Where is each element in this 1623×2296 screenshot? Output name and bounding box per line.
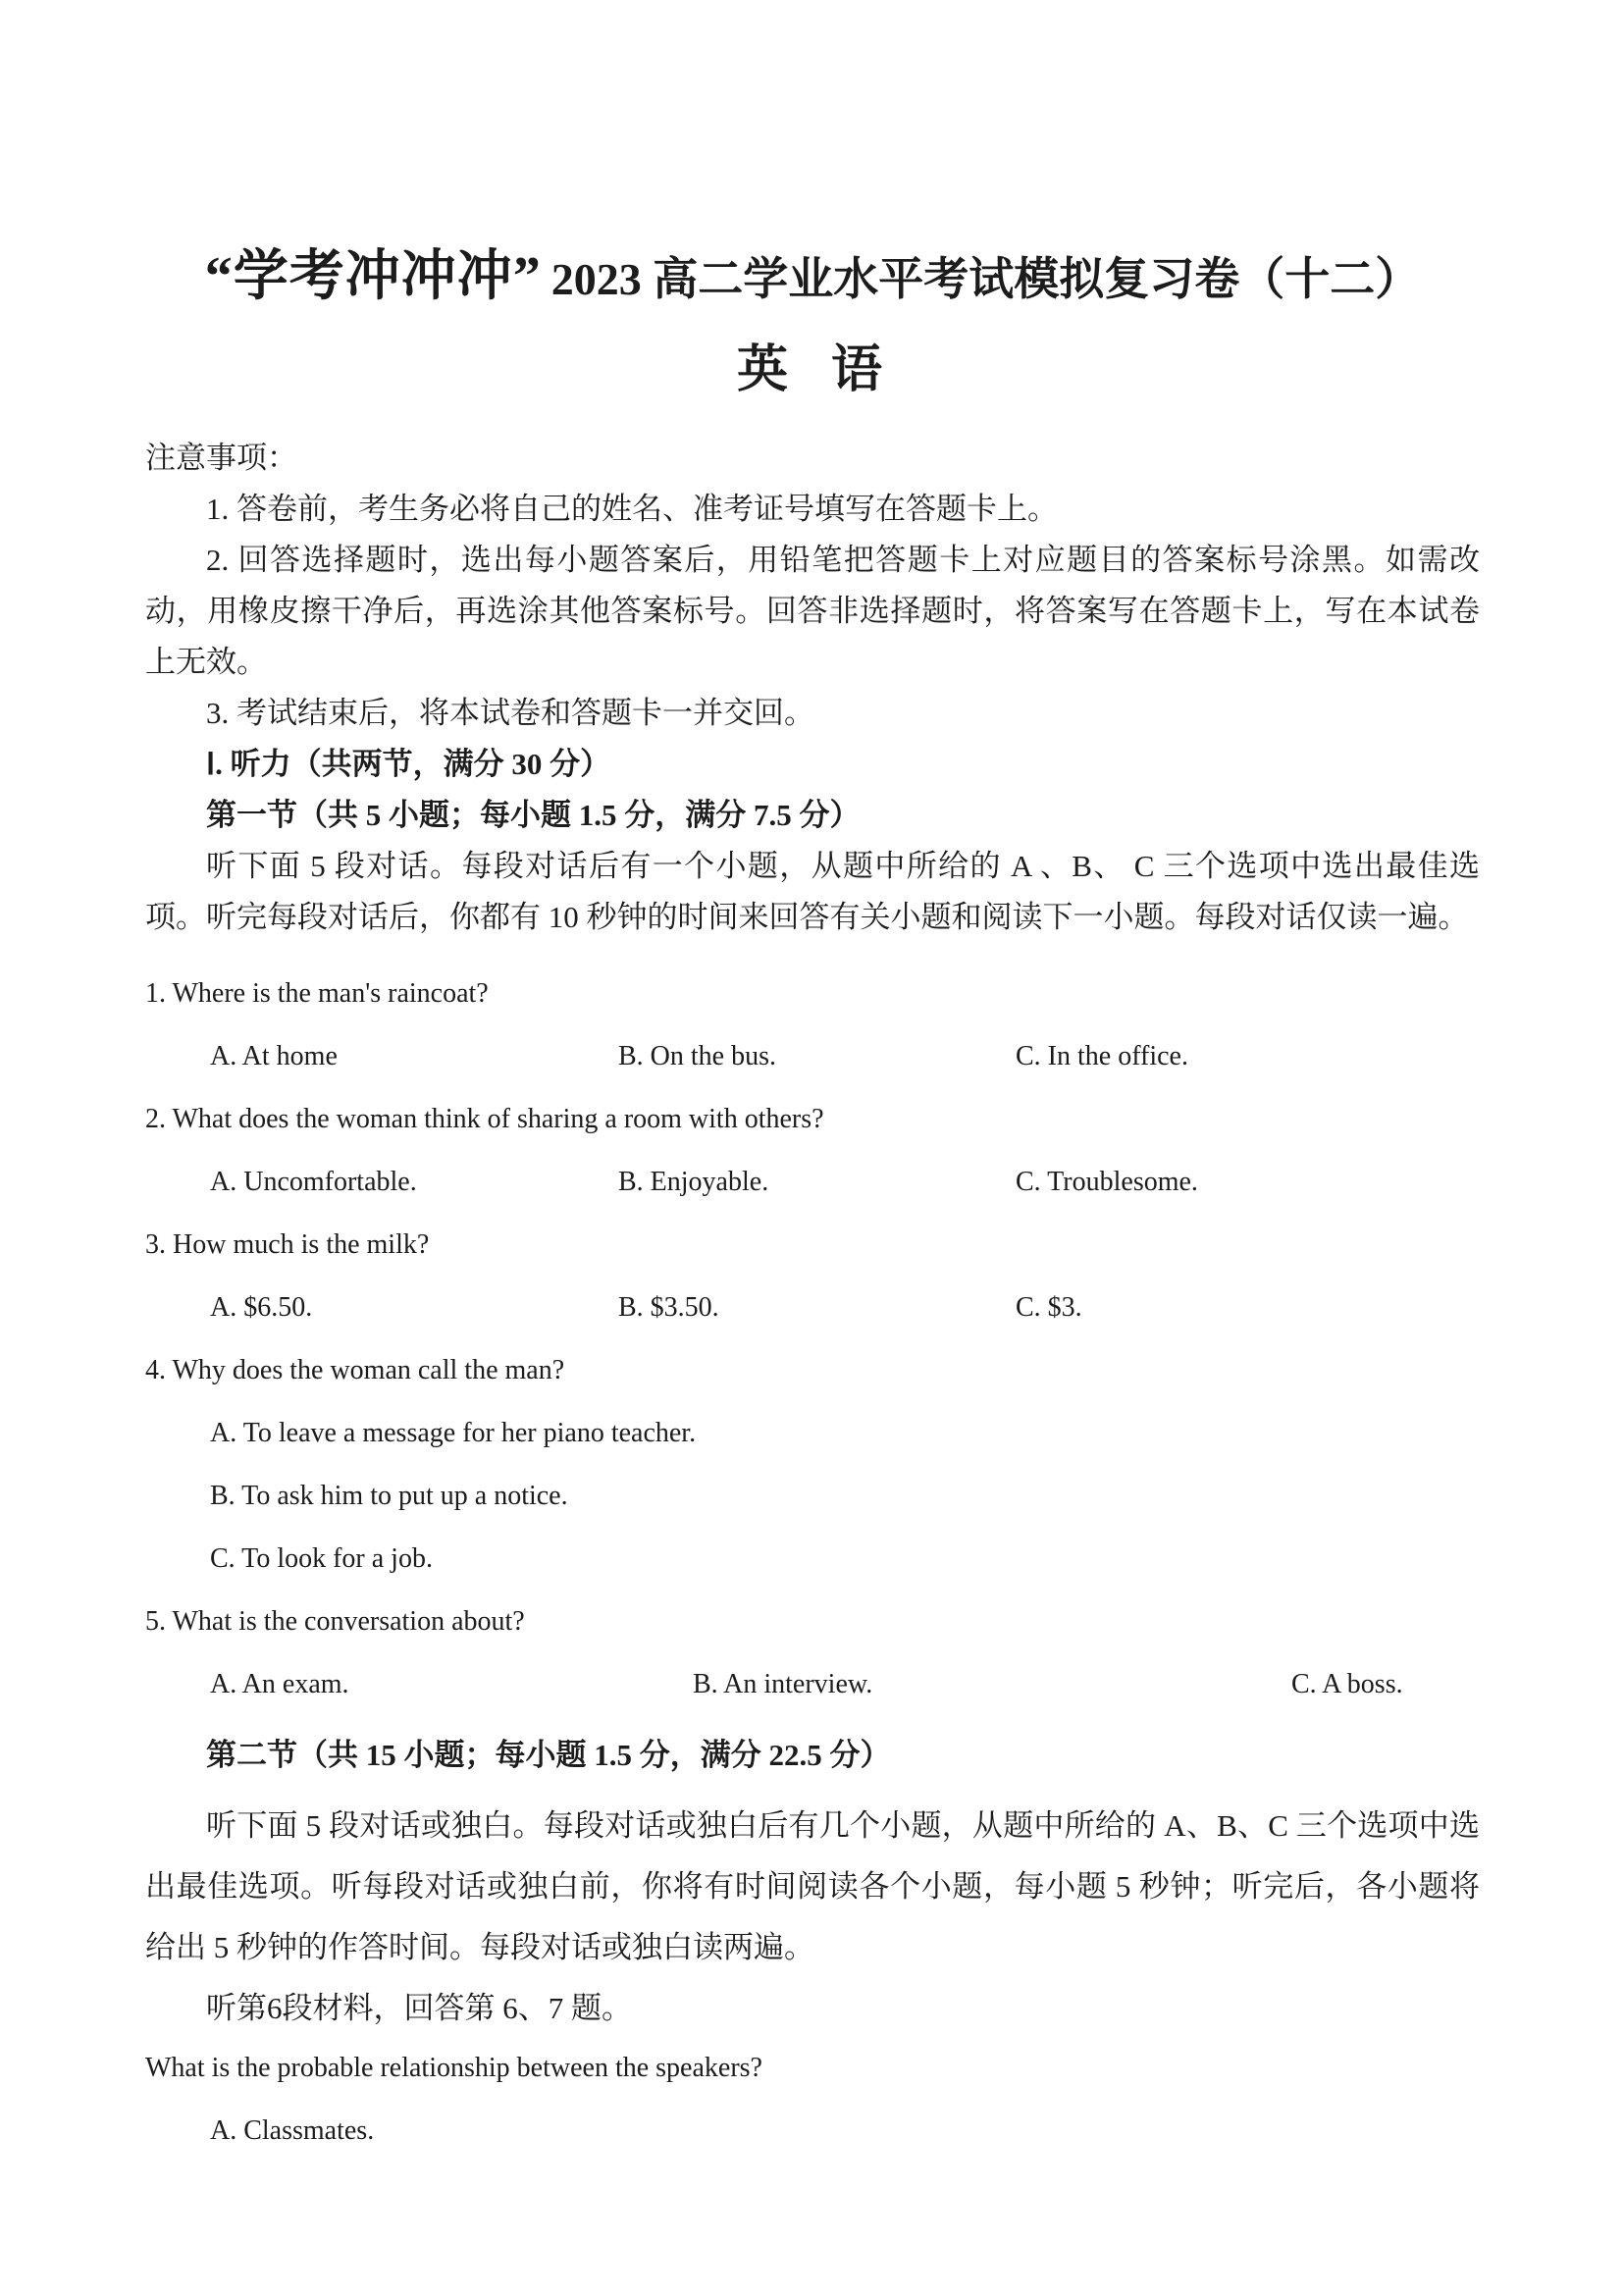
part1-instructions: 听下面 5 段对话。每段对话后有一个小题，从题中所给的 A 、B、 C 三个选项中选出最佳选项。听完每段对话后，你都有 10 秒钟的时间来回答有关小题和阅读下一小题。每段对话仅读一遍。 xyxy=(145,849,1480,934)
question-3-options xyxy=(145,1290,1480,1326)
question-4-option-a: A. To leave a message for her piano teacher. xyxy=(210,1418,697,1448)
question-3-option-c: C. $3. xyxy=(1016,1292,1082,1323)
question-1-option-c: C. In the office. xyxy=(1016,1041,1188,1071)
question-6-option-a: A. Classmates. xyxy=(210,2115,375,2146)
notices-label: 注意事项： xyxy=(145,441,297,475)
question-4-option-b: B. To ask him to put up a notice. xyxy=(210,1481,568,1511)
question-3-text: 3. How much is the milk? xyxy=(145,1229,430,1260)
question-5-option-c: C. A boss. xyxy=(1291,1669,1403,1699)
question-2-option-a: A. Uncomfortable. xyxy=(210,1167,417,1197)
question-6-text: What is the probable relationship between the speakers? xyxy=(145,2053,762,2083)
question-1-text: 1. Where is the man's raincoat? xyxy=(145,978,489,1009)
listening-section-heading: Ⅰ. 听力（共两节，满分 30 分） xyxy=(206,747,611,781)
question-2-options xyxy=(145,1165,1480,1200)
question-1-options xyxy=(145,1039,1480,1074)
question-4-text: 4. Why does the woman call the man? xyxy=(145,1355,565,1385)
exam-title-text: 2023 高二学业水平考试模拟复习卷（十二） xyxy=(550,254,1421,304)
question-2-option-c: C. Troublesome. xyxy=(1016,1167,1198,1197)
question-5-text: 5. What is the conversation about? xyxy=(145,1606,525,1637)
question-5-option-b: B. An interview. xyxy=(693,1669,873,1699)
notice-item-3: 3. 考试结束后，将本试卷和答题卡一并交回。 xyxy=(206,696,814,730)
question-1-option-b: B. On the bus. xyxy=(618,1041,776,1071)
part2-instructions: 听下面 5 段对话或独白。每段对话或独白后有几个小题，从题中所给的 A、B、C 三个选项中选出最佳选项。听每段对话或独白前，你将有时间阅读各个小题，每小题 5 秒钟；听完后，各小题将给出 5 秒钟的作答时间。每段对话或独白读两遍。 xyxy=(145,1808,1480,1964)
question-4-option-c: C. To look for a job. xyxy=(210,1543,433,1574)
question-2-option-b: B. Enjoyable. xyxy=(618,1167,769,1197)
exam-title xyxy=(145,231,1480,337)
notice-item-1: 1. 答卷前，考生务必将自己的姓名、准考证号填写在答题卡上。 xyxy=(206,492,1058,526)
exam-series-name: “学考冲冲冲” xyxy=(204,246,542,307)
exam-subject: 英 语 xyxy=(736,342,888,398)
question-1-option-a: A. At home xyxy=(210,1041,338,1071)
notice-item-2: 2. 回答选择题时，选出每小题答案后，用铅笔把答题卡上对应题目的答案标号涂黑。如需改动，用橡皮擦干净后，再选涂其他答案标号。回答非选择题时，将答案写在答题卡上，写在本试卷上无效。 xyxy=(145,543,1480,679)
part2-material-note: 听第6段材料，回答第 6、7 题。 xyxy=(206,1991,632,2025)
part1-heading: 第一节（共 5 小题；每小题 1.5 分，满分 7.5 分） xyxy=(206,798,861,832)
question-5-option-a: A. An exam. xyxy=(210,1669,349,1699)
part2-heading: 第二节（共 15 小题；每小题 1.5 分，满分 22.5 分） xyxy=(206,1738,891,1772)
question-3-option-b: B. $3.50. xyxy=(618,1292,719,1323)
question-3-option-a: A. $6.50. xyxy=(210,1292,313,1323)
question-5-options xyxy=(145,1667,1480,1702)
question-2-text: 2. What does the woman think of sharing a room with others? xyxy=(145,1104,824,1134)
